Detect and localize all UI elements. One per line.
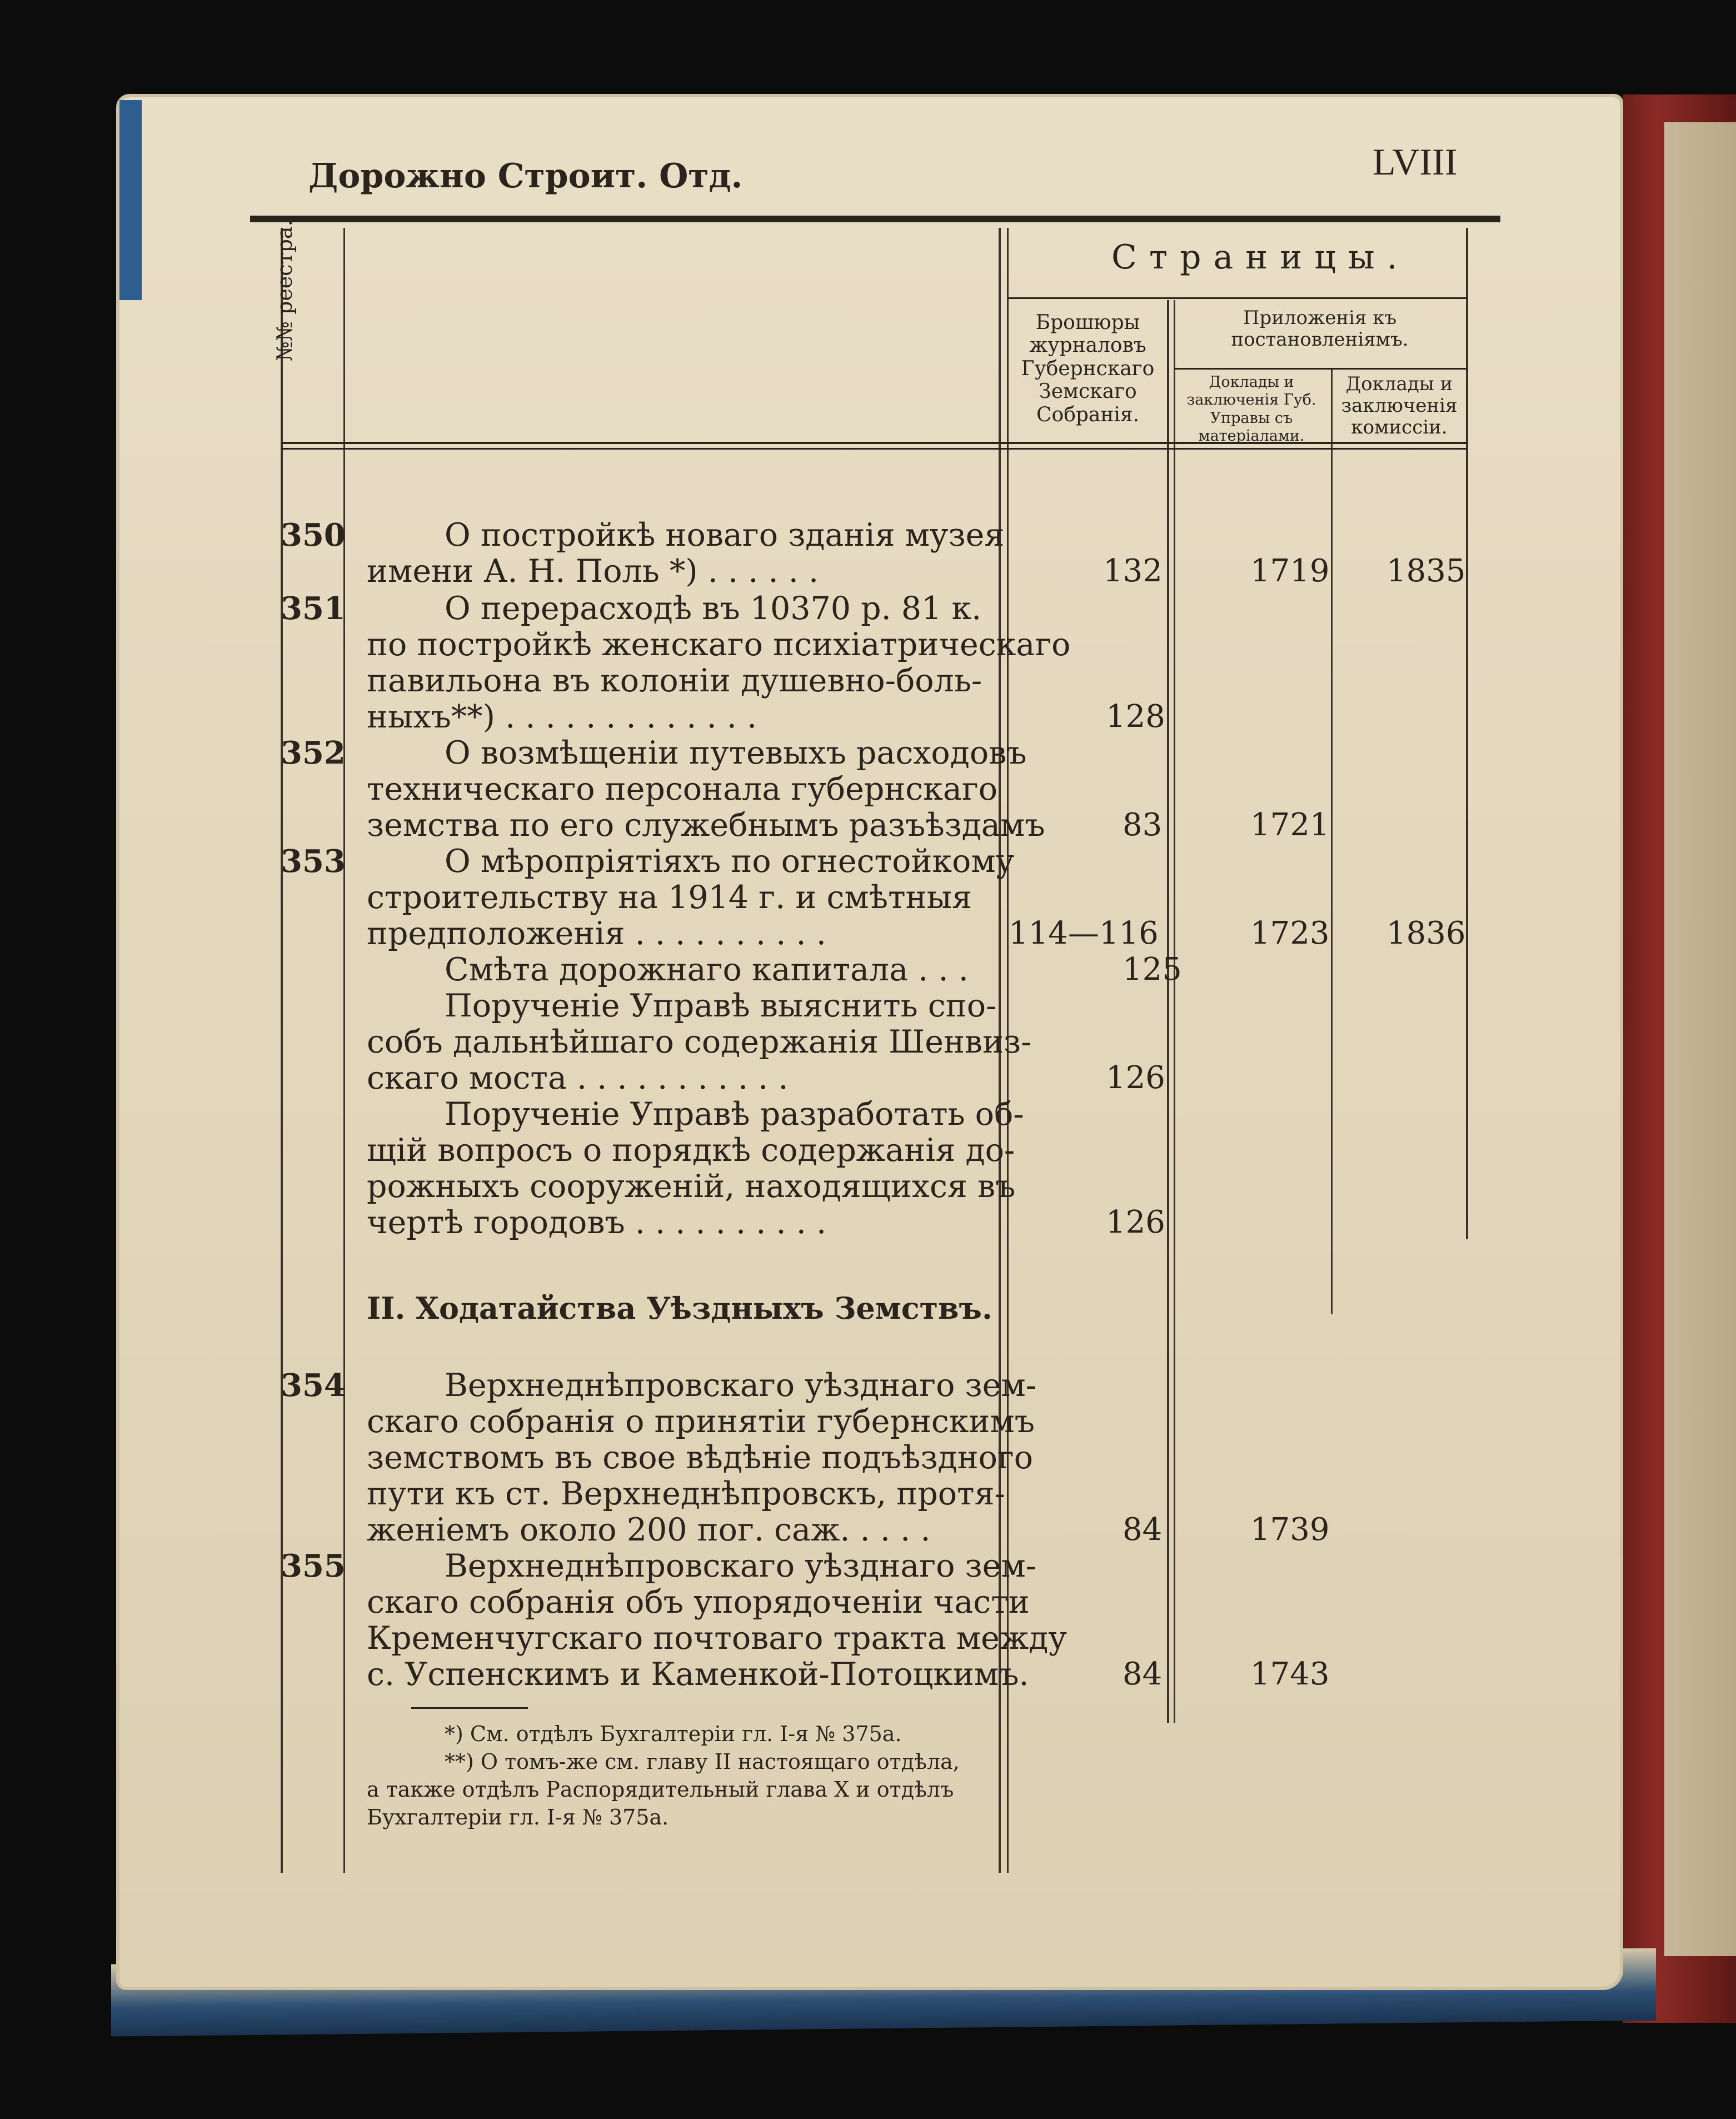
brochure-page: 126 (1106, 1204, 1165, 1240)
brochure-page: 132 (1103, 553, 1163, 589)
report-page: 1719 (1250, 553, 1330, 589)
entry-line: О перерасходѣ въ 10370 р. 81 к. (445, 590, 982, 627)
entry-line: Смѣта дорожнаго капитала . . . (445, 951, 969, 988)
registry-column-header: №№ реестра. (272, 220, 297, 361)
entry-line: ныхъ**) . . . . . . . . . . . . . (367, 699, 757, 735)
entry-line: скаго собранія объ упорядоченіи части (367, 1584, 1030, 1621)
brochure-page: 84 (1123, 1656, 1163, 1692)
entry-line: по постройкѣ женскаго психіатрическаго (367, 626, 1071, 663)
header-rule (250, 216, 1500, 222)
entry-line: О возмѣщеніи путевыхъ расходовъ (445, 735, 1027, 771)
pages-column-header: Страницы. (1111, 238, 1410, 277)
registry-number: 353 (281, 843, 346, 880)
entry-line: земства по его служебнымъ разъѣздамъ (367, 807, 1045, 844)
entry-line: скаго моста . . . . . . . . . . . (367, 1060, 789, 1096)
brochure-page: 83 (1123, 807, 1163, 843)
pages-header-rule (1009, 297, 1467, 299)
brochure-page: 84 (1123, 1512, 1163, 1548)
footnote: Бухгалтеріи гл. I-я № 375а. (367, 1805, 669, 1829)
entry-line: Верхнеднѣпровскаго уѣзднаго зем- (445, 1548, 1036, 1584)
section-heading: II. Ходатайства Уѣздныхъ Земствъ. (367, 1290, 992, 1326)
entry-line: собъ дальнѣйшаго содержанія Шенвиз- (367, 1024, 1032, 1060)
entry-line: имени А. Н. Поль *) . . . . . . (367, 553, 819, 590)
entry-line: О постройкѣ новаго зданія музея (445, 517, 1005, 554)
entry-line: пути къ ст. Верхнеднѣпровскъ, протя- (367, 1475, 1005, 1512)
entry-line: строительству на 1914 г. и смѣтныя (367, 879, 972, 916)
registry-number: 350 (281, 517, 346, 554)
footnote: **) О томъ-же см. главу II настоящаго отдѣла, (445, 1749, 960, 1774)
entry-line: земствомъ въ свое вѣдѣніе подъѣздного (367, 1439, 1034, 1476)
appendix-col-border (1167, 300, 1169, 1723)
commission-col-border (1331, 370, 1333, 1314)
report-page: 1723 (1250, 915, 1330, 951)
brochure-page: 128 (1106, 699, 1165, 735)
entry-line: скаго собранія о принятіи губернскимъ (367, 1403, 1035, 1440)
entry-line: павильона въ колоніи душевно-боль- (367, 662, 982, 699)
brochure-page: 114—116 (1009, 915, 1159, 951)
entry-line: рожныхъ сооруженій, находящихся въ (367, 1168, 1016, 1205)
brochure-page: 126 (1106, 1060, 1165, 1096)
entry-line: предположенія . . . . . . . . . . (367, 915, 826, 952)
commission-column-header: Доклады и заключенія комиссіи. (1341, 373, 1458, 439)
footnote: *) См. отдѣлъ Бухгалтеріи гл. I-я № 375а. (445, 1722, 902, 1746)
footnote: а также отдѣлъ Распорядительный глава X и отдѣлъ (367, 1777, 954, 1802)
entry-line: Порученіе Управѣ разработать об- (445, 1096, 1024, 1133)
registry-number: 355 (281, 1548, 346, 1584)
appendix-header-rule (1174, 368, 1467, 370)
entry-line: с. Успенскимъ и Каменкой-Потоцкимъ. (367, 1656, 1029, 1693)
entry-line: О мѣропріятіяхъ по огнестойкому (445, 843, 1015, 880)
page-number-roman: LVIII (1373, 141, 1458, 183)
entry-line: щій вопросъ о порядкѣ содержанія до- (367, 1132, 1015, 1169)
entry-line: Кременчугскаго почтоваго тракта между (367, 1620, 1067, 1657)
entry-line: техническаго персонала губернскаго (367, 771, 998, 807)
report-page: 1743 (1250, 1656, 1330, 1692)
table-right-border (1466, 228, 1468, 1239)
book-spine-edge (119, 100, 142, 300)
footnote-rule (411, 1707, 528, 1709)
entry-line: Порученіе Управѣ выяснить спо- (445, 988, 997, 1024)
entry-line: чертѣ городовъ . . . . . . . . . . (367, 1204, 827, 1241)
registry-number: 354 (281, 1367, 346, 1404)
entry-line: Верхнеднѣпровскаго уѣзднаго зем- (445, 1367, 1036, 1404)
running-header-title: Дорожно Строит. Отд. (308, 157, 743, 196)
brochure-page: 125 (1123, 951, 1182, 988)
appendix-col-border-2 (1174, 300, 1175, 1723)
appendices-column-header: Приложенія къ постановленіямъ. (1231, 307, 1409, 351)
table-left-border (281, 228, 283, 1873)
entry-line: женіемъ около 200 пог. саж. . . . . (367, 1512, 931, 1548)
report-page: 1721 (1250, 807, 1330, 843)
header-bottom-rule-2 (281, 448, 1467, 450)
registry-number: 351 (281, 590, 346, 627)
adjacent-page-edge (1664, 122, 1736, 1956)
commission-page: 1835 (1386, 553, 1466, 589)
brochures-column-header: Брошюры журналовъ Губернскаго Земскаго Собранія. (1021, 311, 1155, 426)
report-page: 1739 (1250, 1512, 1330, 1548)
table-left-border-2 (343, 228, 345, 1873)
registry-number: 352 (281, 735, 346, 771)
reports-column-header: Доклады и заключенія Губ. Управы съ матеріалами. (1186, 373, 1316, 445)
commission-page: 1836 (1386, 915, 1466, 951)
